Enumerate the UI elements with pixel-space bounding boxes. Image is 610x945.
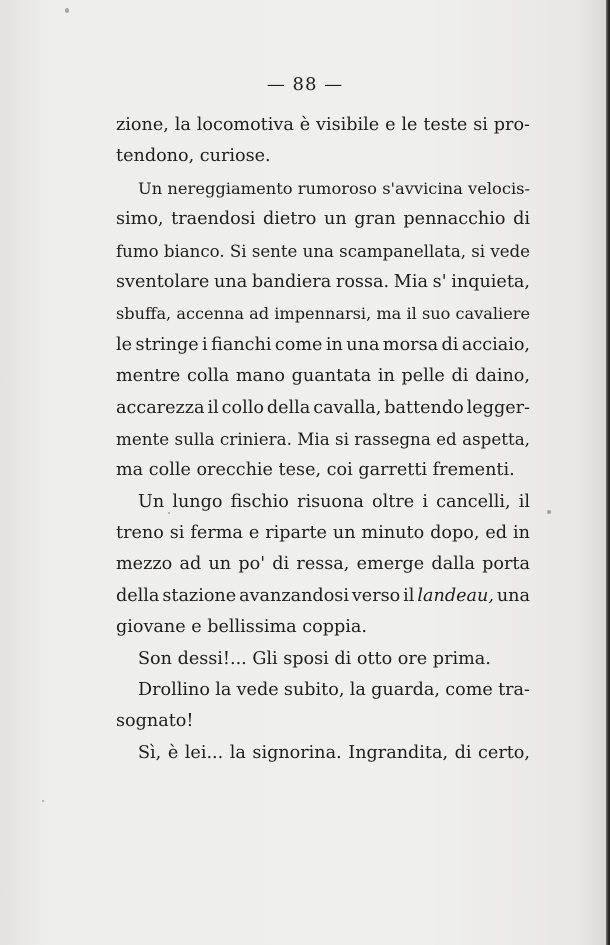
- text-line: Un lungo fischio risuona oltre i cancelli, il: [138, 491, 530, 512]
- paper-speck: [547, 510, 551, 514]
- paper-speck: [42, 800, 44, 802]
- text-line: mente sulla criniera. Mia si rassegna ed aspetta,: [116, 428, 530, 449]
- text-line: fumo bianco. Si sente una scampanellata, si vede: [116, 241, 530, 261]
- paper-speck: [65, 8, 69, 13]
- text-line: giovane e bellissima coppia.: [116, 617, 367, 638]
- text-line: treno si ferma e riparte un minuto dopo, ed in: [116, 523, 530, 544]
- text-segment: della stazione avanzandosi verso il: [116, 585, 418, 606]
- text-line: sognato!: [116, 711, 194, 732]
- text-line: ma colle orecchie tese, coi garretti frementi.: [116, 460, 515, 481]
- text-line: le stringe i fianchi come in una morsa di acciaio,: [116, 334, 530, 355]
- text-segment: una: [493, 585, 531, 606]
- text-line: [116, 581, 530, 612]
- text-line: mezzo ad un po' di ressa, emerge dalla porta: [116, 554, 530, 575]
- text-line: Drollino la vede subito, la guarda, come tra-: [138, 680, 530, 701]
- text-line: sventolare una bandiera rossa. Mia s' inquieta,: [116, 271, 530, 292]
- text-line: simo, traendosi dietro un gran pennacchio di: [116, 209, 530, 230]
- page-number: — 88 —: [266, 74, 344, 95]
- text-line: Un nereggiamento rumoroso s'avvicina velocis-: [138, 178, 530, 198]
- text-line: sbuffa, accenna ad impennarsi, ma il suo cavaliere: [116, 304, 530, 324]
- text-line: zione, la locomotiva è visibile e le teste si pro-: [116, 115, 530, 135]
- text-line: Son dessi!... Gli sposi di otto ore prima.: [138, 648, 491, 669]
- text-line: tendono, curiose.: [116, 146, 271, 167]
- text-line: mentre colla mano guantata in pelle di daino,: [116, 366, 530, 387]
- text-body: [116, 110, 530, 769]
- page-edge-shadow: [606, 0, 610, 945]
- italic-word: landeau,: [417, 585, 494, 606]
- text-line: Sì, è lei... la signorina. Ingrandita, di certo,: [138, 742, 530, 763]
- text-line: accarezza il collo della cavalla, battendo legger-: [116, 397, 530, 418]
